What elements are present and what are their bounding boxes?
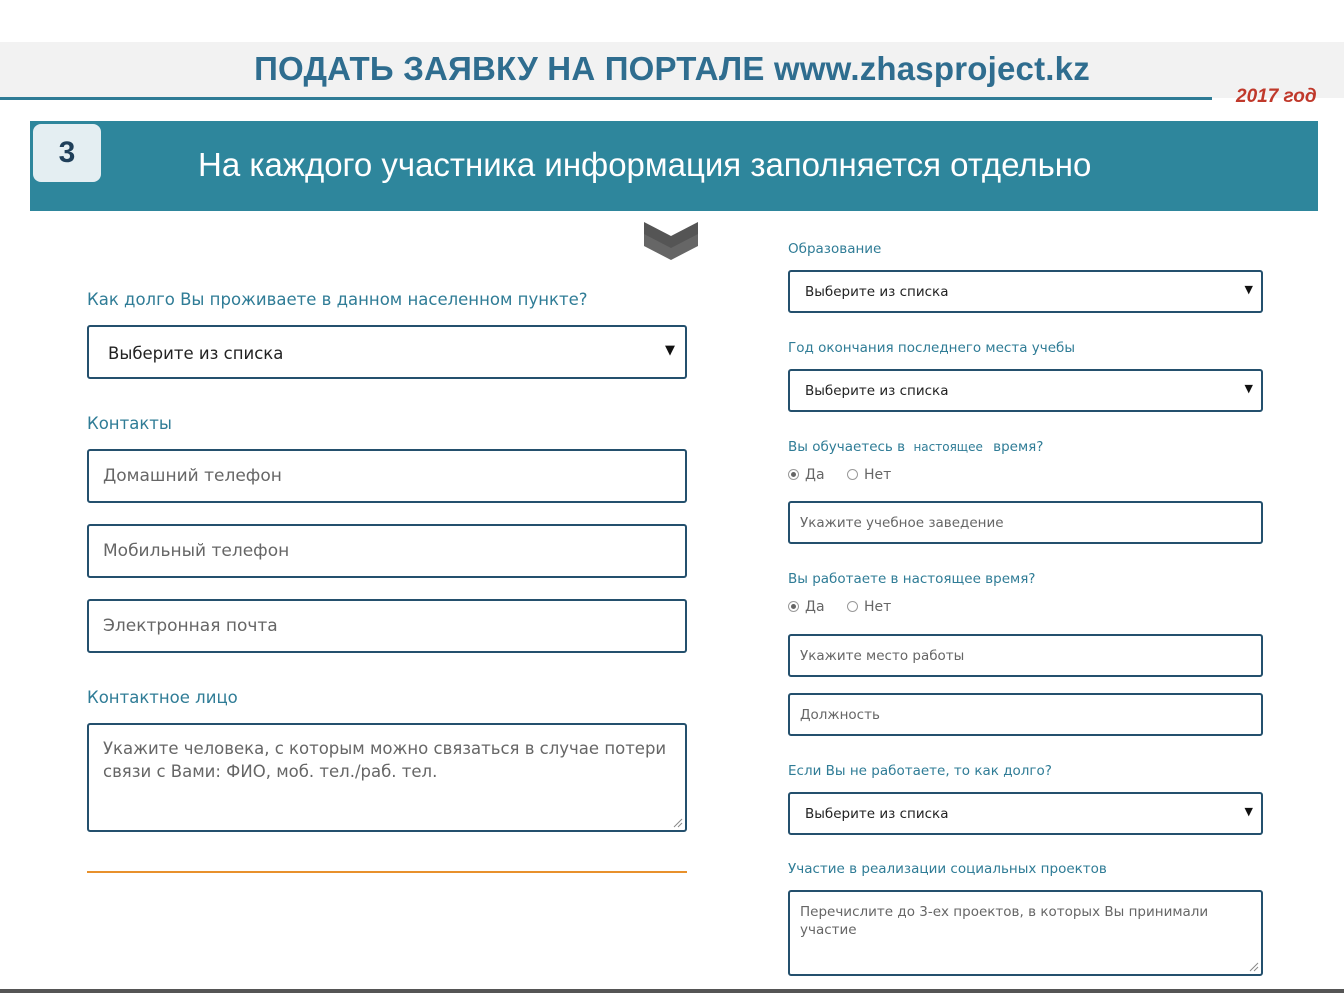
home-phone-field[interactable] <box>87 449 687 503</box>
working-label: Вы работаете в настоящее время? <box>788 571 1036 587</box>
home-phone-placeholder: Домашний телефон <box>103 466 282 486</box>
year-label: 2017 год <box>1236 86 1317 107</box>
education-select-value: Выберите из списка <box>805 284 949 300</box>
studying-label-part1: Вы обучаетесь в <box>788 439 906 455</box>
institution-placeholder: Укажите учебное заведение <box>800 515 1004 531</box>
unemployed-duration-select[interactable] <box>788 792 1263 835</box>
radio-unselected-icon <box>847 601 858 612</box>
residence-label: Как долго Вы проживаете в данном населенном пункте? <box>87 290 588 309</box>
studying-no-radio[interactable] <box>847 467 891 483</box>
working-radio-group <box>788 599 891 615</box>
graduation-year-select[interactable] <box>788 369 1263 412</box>
unemployed-label: Если Вы не работаете, то как долго? <box>788 763 1052 779</box>
residence-select-value: Выберите из списка <box>108 344 284 363</box>
studying-yes-radio[interactable] <box>788 467 825 483</box>
graduation-year-select-value: Выберите из списка <box>805 383 949 399</box>
email-placeholder: Электронная почта <box>103 616 278 636</box>
graduation-year-label: Год окончания последнего места учебы <box>788 340 1076 356</box>
caret-down-icon: ▼ <box>1244 283 1253 296</box>
mobile-phone-placeholder: Мобильный телефон <box>103 541 290 561</box>
email-field[interactable] <box>87 599 687 653</box>
mobile-phone-field[interactable] <box>87 524 687 578</box>
position-placeholder: Должность <box>800 707 880 723</box>
title-underline <box>0 97 1212 100</box>
step-number-badge: 3 <box>33 124 101 182</box>
contacts-label: Контакты <box>87 414 172 433</box>
working-no-label: Нет <box>863 599 892 615</box>
social-projects-placeholder-line1: Перечислите до 3-ех проектов, в которых Вы принимали <box>800 904 1209 920</box>
working-yes-radio[interactable] <box>788 599 825 615</box>
radio-selected-icon <box>788 469 799 480</box>
studying-label-part3: время? <box>993 439 1044 455</box>
residence-select[interactable] <box>87 325 687 379</box>
position-field[interactable] <box>788 693 1263 736</box>
social-projects-textarea[interactable] <box>788 890 1263 976</box>
page-title: ПОДАТЬ ЗАЯВКУ НА ПОРТАЛЕ www.zhasproject.kz <box>254 50 1090 87</box>
studying-label-part2: настоящее <box>913 440 983 454</box>
working-yes-label: Да <box>805 599 825 615</box>
bottom-border <box>0 989 1344 993</box>
workplace-field[interactable] <box>788 634 1263 677</box>
radio-unselected-icon <box>847 469 858 480</box>
caret-down-icon: ▼ <box>665 343 675 358</box>
workplace-placeholder: Укажите место работы <box>800 648 965 664</box>
studying-no-label: Нет <box>863 467 892 483</box>
banner-text: На каждого участника информация заполняется отдельно <box>198 146 1092 183</box>
caret-down-icon: ▼ <box>1244 382 1253 395</box>
resize-handle-icon[interactable] <box>1249 962 1259 972</box>
social-projects-label: Участие в реализации социальных проектов <box>788 861 1107 877</box>
resize-handle-icon[interactable] <box>673 818 683 828</box>
section-divider <box>87 871 687 873</box>
working-no-radio[interactable] <box>847 599 891 615</box>
contact-person-placeholder-line1: Укажите человека, с которым можно связаться в случае потери <box>103 739 667 758</box>
double-chevron-down-icon <box>644 222 698 260</box>
studying-yes-label: Да <box>805 467 825 483</box>
studying-label <box>788 439 1043 455</box>
social-projects-placeholder-line2: участие <box>800 922 857 938</box>
contact-person-label: Контактное лицо <box>87 688 238 707</box>
studying-radio-group <box>788 467 891 483</box>
contact-person-placeholder-line2: связи с Вами: ФИО, моб. тел./раб. тел. <box>103 762 438 781</box>
institution-field[interactable] <box>788 501 1263 544</box>
contact-person-textarea[interactable] <box>87 723 687 832</box>
radio-selected-icon <box>788 601 799 612</box>
unemployed-select-value: Выберите из списка <box>805 806 949 822</box>
caret-down-icon: ▼ <box>1244 805 1253 818</box>
education-label: Образование <box>788 241 882 257</box>
education-select[interactable] <box>788 270 1263 313</box>
